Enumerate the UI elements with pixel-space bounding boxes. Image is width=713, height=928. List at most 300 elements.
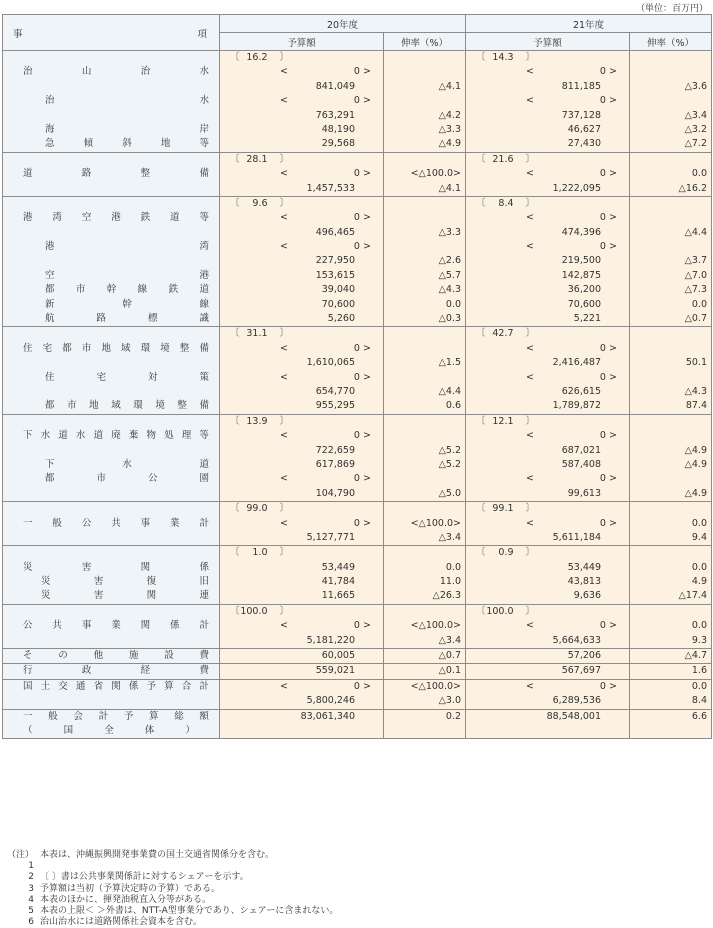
label-char: 治 xyxy=(23,66,33,78)
rate-value: 0.0 xyxy=(691,298,707,310)
rate-value: △3.4 xyxy=(438,531,461,543)
label-char: 環 xyxy=(140,342,151,354)
label-char: 省 xyxy=(93,680,104,692)
rate-line xyxy=(384,664,465,678)
fy21-budget-cell xyxy=(466,502,630,546)
fy20-budget-cell xyxy=(220,502,384,546)
budget-line xyxy=(220,80,383,94)
fy21-rate-cell xyxy=(630,546,712,605)
label-char: 整 xyxy=(140,168,151,180)
share-open: 〔 xyxy=(230,153,240,165)
label-char: 市 xyxy=(67,400,77,412)
rate-line xyxy=(630,429,711,443)
limit-close: > xyxy=(359,620,371,632)
label-char: 体 xyxy=(144,724,155,736)
budget-line xyxy=(220,487,383,501)
rate-line xyxy=(630,211,711,225)
budget-line xyxy=(466,546,629,560)
label-char: 備 xyxy=(199,342,209,354)
budget-line xyxy=(220,356,383,370)
fy21-budget-cell xyxy=(466,196,630,327)
label-char: 額 xyxy=(199,710,209,722)
share-open: 〔 xyxy=(230,415,240,427)
label-char: 理 xyxy=(181,430,192,442)
label-char: 航 xyxy=(45,313,55,325)
budget-line xyxy=(466,561,629,575)
budget-line xyxy=(466,283,629,297)
budget-line xyxy=(466,109,629,123)
fy21-budget-cell xyxy=(466,152,630,196)
share-close: 〕 xyxy=(525,605,536,617)
label-char: 災 xyxy=(23,561,33,573)
label-char: 傾 xyxy=(83,138,94,150)
share-value: 31.1 xyxy=(246,328,268,340)
rate-value: △26.3 xyxy=(432,590,461,602)
budget-value: 153,615 xyxy=(315,269,355,281)
label-char: 等 xyxy=(199,212,209,224)
item-label xyxy=(3,312,219,326)
label-char: 害 xyxy=(93,590,104,602)
rate-line xyxy=(630,605,711,619)
fy20-budget-cell xyxy=(220,664,384,679)
budget-value: 567,697 xyxy=(561,665,601,677)
rate-line xyxy=(384,649,465,663)
rate-line xyxy=(630,240,711,254)
rate-line xyxy=(630,153,711,167)
label-char: 境 xyxy=(155,400,165,412)
budget-line xyxy=(466,664,629,678)
rate-line xyxy=(630,65,711,79)
limit-close: > xyxy=(359,473,371,485)
item-label xyxy=(3,429,219,443)
rate-value: △3.2 xyxy=(684,123,707,135)
budget-line xyxy=(466,472,629,486)
budget-line xyxy=(220,109,383,123)
rate-value: △5.2 xyxy=(438,458,461,470)
limit-close: > xyxy=(359,241,371,253)
rate-line xyxy=(384,182,465,196)
label-char: 災 xyxy=(41,590,51,602)
header-char: 事 xyxy=(13,28,23,40)
limit-value: 0 xyxy=(353,680,360,692)
fy21-budget-cell xyxy=(466,679,630,709)
limit-close: > xyxy=(605,473,617,485)
label-char: 共 xyxy=(52,620,62,632)
item-label xyxy=(3,283,219,297)
note-line xyxy=(4,895,338,906)
rate-line xyxy=(384,240,465,254)
label-char: 山 xyxy=(81,66,92,78)
budget-value: 227,950 xyxy=(315,255,355,267)
rate-line xyxy=(384,269,465,283)
label-char: 湾 xyxy=(52,212,62,224)
note-line xyxy=(4,884,338,895)
limit-value: 0 xyxy=(353,168,360,180)
limit-value: 0 xyxy=(353,430,360,442)
budget-line xyxy=(466,680,629,694)
rate-value: 6.6 xyxy=(691,710,707,722)
label-char: 業 xyxy=(111,620,121,632)
label-char: 費 xyxy=(199,665,209,677)
item-label xyxy=(3,167,219,181)
fy21-rate-cell xyxy=(630,327,712,414)
label-char: 境 xyxy=(160,342,170,354)
budget-line xyxy=(220,269,383,283)
budget-value: 142,875 xyxy=(561,269,601,281)
budget-line xyxy=(220,680,383,694)
fy21-rate-cell xyxy=(630,51,712,153)
fy21-budget-cell xyxy=(466,604,630,648)
limit-close: > xyxy=(605,371,617,383)
rate-line xyxy=(384,137,465,151)
share-value: 8.4 xyxy=(498,197,514,209)
limit-value: 0 xyxy=(599,66,606,78)
label-char: 急 xyxy=(45,138,55,150)
limit-open: < xyxy=(280,517,288,529)
share-open: 〔 xyxy=(476,328,486,340)
limit-value: 0 xyxy=(599,680,606,692)
budget-value: 5,221 xyxy=(573,313,601,325)
label-char: 合 xyxy=(181,680,192,692)
rate-line xyxy=(630,710,711,724)
label-char: 港 xyxy=(23,212,33,224)
budget-value: 53,449 xyxy=(321,561,355,573)
item-header-label xyxy=(3,26,219,40)
limit-close: > xyxy=(359,212,371,224)
item-spacer xyxy=(3,385,219,399)
item-label xyxy=(3,517,219,531)
limit-open: < xyxy=(526,517,534,529)
label-char: の xyxy=(58,650,68,662)
budget-line xyxy=(466,342,629,356)
limit-value: 0 xyxy=(599,473,606,485)
rate-value: 0.0 xyxy=(445,298,461,310)
rate-value: △5.7 xyxy=(438,269,461,281)
label-char: 予 xyxy=(123,710,134,722)
note-line xyxy=(4,906,338,917)
fy21-rate-cell xyxy=(630,649,712,664)
budget-line xyxy=(220,65,383,79)
fy21-rate-cell xyxy=(630,679,712,709)
budget-line xyxy=(466,269,629,283)
rate-line xyxy=(384,298,465,312)
limit-value: 0 xyxy=(353,66,360,78)
item-label xyxy=(3,458,219,472)
label-char: 他 xyxy=(93,650,104,662)
item-cell xyxy=(3,196,220,327)
fy20-rate-cell xyxy=(384,502,466,546)
limit-rate: <△100.0> xyxy=(410,168,461,180)
item-cell xyxy=(3,152,220,196)
rate-value: △4.1 xyxy=(438,80,461,92)
label-char: 地 xyxy=(101,342,111,354)
fy21-budget-cell xyxy=(466,51,630,153)
rate-line xyxy=(630,634,711,648)
fy21-budget-cell xyxy=(466,649,630,664)
label-char: 都 xyxy=(45,400,55,412)
limit-close: > xyxy=(605,517,617,529)
spacer-line xyxy=(466,724,629,738)
item-spacer xyxy=(3,502,219,516)
budget-line xyxy=(466,575,629,589)
rate-value: 87.4 xyxy=(685,400,707,412)
budget-value: 5,664,633 xyxy=(552,634,601,646)
budget-value: 841,049 xyxy=(315,80,355,92)
label-char: 市 xyxy=(96,473,106,485)
budget-value: 43,813 xyxy=(567,576,601,588)
limit-close: > xyxy=(359,95,371,107)
rate-line xyxy=(630,649,711,663)
fy21-rate-header: 伸率（%） xyxy=(630,33,712,51)
fy21-budget-header: 予算額 xyxy=(466,33,630,51)
label-char: 算 xyxy=(164,680,174,692)
rate-line xyxy=(630,226,711,240)
rate-line xyxy=(630,664,711,678)
rate-value: △4.3 xyxy=(438,284,461,296)
budget-value: 70,600 xyxy=(567,298,601,310)
share-value: 0.9 xyxy=(498,547,514,559)
label-char: 宅 xyxy=(42,342,53,354)
budget-value: 5,611,184 xyxy=(552,531,601,543)
item-label xyxy=(3,589,219,603)
label-char: 通 xyxy=(75,680,86,692)
label-char: 斜 xyxy=(122,138,132,150)
budget-line xyxy=(466,137,629,151)
rate-line xyxy=(630,298,711,312)
share-open: 〔 xyxy=(476,153,486,165)
label-char: 岸 xyxy=(199,123,209,135)
budget-line xyxy=(220,710,383,724)
rate-line xyxy=(630,109,711,123)
limit-value: 0 xyxy=(353,620,360,632)
item-label xyxy=(3,680,219,694)
share-open: 〔 xyxy=(476,52,486,63)
rate-line xyxy=(384,710,465,724)
rate-line xyxy=(630,283,711,297)
budget-line xyxy=(220,298,383,312)
item-label xyxy=(3,123,219,137)
label-char: 策 xyxy=(199,371,209,383)
item-spacer xyxy=(3,531,219,545)
budget-line xyxy=(220,283,383,297)
rate-line xyxy=(384,487,465,501)
limit-open: < xyxy=(526,680,534,692)
share-value: 12.1 xyxy=(492,415,514,427)
label-char: 政 xyxy=(81,665,92,677)
budget-line xyxy=(220,240,383,254)
share-open: 〔 xyxy=(230,328,240,340)
item-spacer xyxy=(3,487,219,501)
fy21-budget-cell xyxy=(466,664,630,679)
rate-value: △3.4 xyxy=(684,109,707,121)
label-char: 計 xyxy=(199,620,209,632)
rate-line xyxy=(384,342,465,356)
budget-line xyxy=(220,399,383,413)
budget-value: 722,659 xyxy=(315,444,355,456)
item-label xyxy=(3,664,219,678)
share-value: 100.0 xyxy=(486,605,514,617)
budget-line xyxy=(466,80,629,94)
share-value: 28.1 xyxy=(246,153,268,165)
item-label xyxy=(3,472,219,486)
rate-line xyxy=(384,458,465,472)
limit-open: < xyxy=(280,66,288,78)
label-char: ） xyxy=(185,724,195,736)
share-close: 〕 xyxy=(525,415,536,427)
note-text: 本表のほかに、揮発油税直入分等がある。 xyxy=(40,894,212,905)
share-close: 〕 xyxy=(279,605,290,617)
budget-line xyxy=(466,619,629,633)
budget-line xyxy=(220,327,383,341)
budget-line xyxy=(220,575,383,589)
label-char: 国 xyxy=(23,680,33,692)
budget-value: 29,568 xyxy=(321,138,355,150)
label-char: 空 xyxy=(81,212,92,224)
budget-line xyxy=(220,342,383,356)
limit-close: > xyxy=(605,212,617,224)
limit-open: < xyxy=(526,66,534,78)
limit-close: > xyxy=(359,66,371,78)
budget-value: 737,128 xyxy=(561,109,601,121)
note-line xyxy=(4,850,338,872)
label-char: 関 xyxy=(140,620,151,632)
rate-line xyxy=(630,269,711,283)
rate-value: △4.9 xyxy=(684,487,707,499)
rate-line xyxy=(384,226,465,240)
item-label xyxy=(3,371,219,385)
label-char: 関 xyxy=(146,590,157,602)
limit-rate: 0.0 xyxy=(691,680,707,692)
rate-line xyxy=(630,487,711,501)
rate-value: △4.2 xyxy=(438,109,461,121)
budget-value: 41,784 xyxy=(321,576,355,588)
budget-line xyxy=(220,51,383,65)
rate-line xyxy=(384,65,465,79)
budget-line xyxy=(220,649,383,663)
rate-value: 8.4 xyxy=(691,695,707,707)
budget-line xyxy=(466,197,629,211)
label-char: 公 xyxy=(147,473,158,485)
label-char: 道 xyxy=(199,284,209,296)
budget-value: 99,613 xyxy=(567,487,601,499)
limit-value: 0 xyxy=(353,473,360,485)
budget-line xyxy=(466,634,629,648)
label-char: 道 xyxy=(170,212,180,224)
limit-open: < xyxy=(526,95,534,107)
note-text: 予算額は当初（予算決定時の予算）である。 xyxy=(40,883,221,894)
rate-line xyxy=(384,123,465,137)
label-char: 水 xyxy=(40,430,51,442)
rate-line xyxy=(384,694,465,708)
item-spacer xyxy=(3,182,219,196)
rate-value: △3.4 xyxy=(438,634,461,646)
share-open: 〔 xyxy=(230,503,240,515)
fy21-rate-cell xyxy=(630,196,712,327)
fy20-budget-cell xyxy=(220,152,384,196)
limit-open: < xyxy=(280,473,288,485)
limit-rate: 0.0 xyxy=(691,517,707,529)
label-char: 湾 xyxy=(199,241,209,253)
rate-value: △0.7 xyxy=(684,313,707,325)
limit-value: 0 xyxy=(599,371,606,383)
label-char: 園 xyxy=(199,473,209,485)
limit-close: > xyxy=(605,680,617,692)
rate-value: △3.6 xyxy=(684,80,707,92)
limit-close: > xyxy=(605,241,617,253)
budget-line xyxy=(466,182,629,196)
budget-line xyxy=(466,65,629,79)
fy20-budget-cell xyxy=(220,414,384,501)
rate-line xyxy=(384,356,465,370)
item-label xyxy=(3,94,219,108)
note-line xyxy=(4,917,338,928)
budget-line xyxy=(466,710,629,724)
rate-line xyxy=(384,80,465,94)
label-char: 事 xyxy=(140,517,151,529)
label-char: 土 xyxy=(40,680,51,692)
fy20-rate-header: 伸率（%） xyxy=(384,33,466,51)
budget-value: 6,289,536 xyxy=(552,695,601,707)
share-close: 〕 xyxy=(279,547,290,559)
budget-value: 626,615 xyxy=(561,385,601,397)
share-close: 〕 xyxy=(279,153,290,165)
limit-open: < xyxy=(280,95,288,107)
budget-line xyxy=(220,385,383,399)
fy21-rate-cell xyxy=(630,709,712,739)
fy20-budget-header: 予算額 xyxy=(220,33,384,51)
label-char: 経 xyxy=(140,665,151,677)
label-char: 旧 xyxy=(199,576,209,588)
spacer-line xyxy=(220,724,383,738)
budget-value: 57,206 xyxy=(567,650,601,662)
label-char: 水 xyxy=(199,66,209,78)
table-body xyxy=(3,51,712,739)
budget-line xyxy=(220,694,383,708)
label-char: 設 xyxy=(164,650,174,662)
fy20-budget-cell xyxy=(220,546,384,605)
fy20-budget-cell xyxy=(220,196,384,327)
rate-value: △4.9 xyxy=(684,444,707,456)
label-char: 住 xyxy=(23,342,33,354)
budget-line xyxy=(466,429,629,443)
item-label xyxy=(3,269,219,283)
note-key: 4 xyxy=(28,894,34,905)
share-value: 99.0 xyxy=(246,503,268,515)
label-char: 予 xyxy=(146,680,156,692)
rate-line xyxy=(630,123,711,137)
limit-open: < xyxy=(526,371,534,383)
label-char: （ xyxy=(23,724,33,736)
item-cell xyxy=(3,604,220,648)
label-char: 幹 xyxy=(106,284,117,296)
share-open: 〔 xyxy=(230,547,240,559)
fy21-header: 21年度 xyxy=(466,15,712,33)
label-char: 一 xyxy=(23,710,33,722)
budget-line xyxy=(466,240,629,254)
item-label xyxy=(3,211,219,225)
limit-close: > xyxy=(605,95,617,107)
label-char: 下 xyxy=(45,458,55,470)
note-key: 6 xyxy=(28,917,34,928)
label-char: 下 xyxy=(23,430,33,442)
rate-line xyxy=(384,167,465,181)
limit-open: < xyxy=(280,212,288,224)
budget-line xyxy=(466,94,629,108)
item-label xyxy=(3,298,219,312)
limit-rate: <△100.0> xyxy=(410,620,461,632)
rate-line xyxy=(384,517,465,531)
label-char: 全 xyxy=(104,724,114,736)
